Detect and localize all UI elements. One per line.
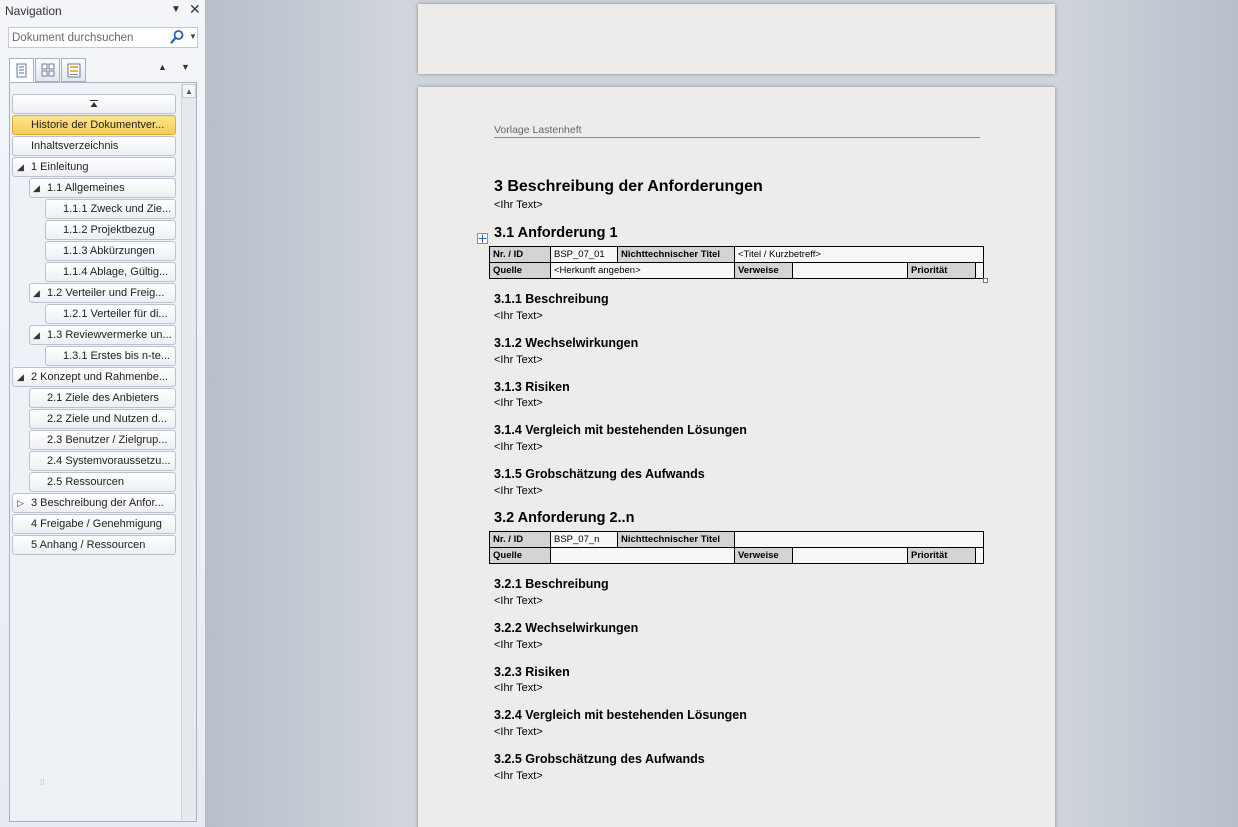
tree-item-label: 1.2 Verteiler und Freig... bbox=[47, 287, 165, 299]
tab-browse-headings[interactable] bbox=[9, 58, 34, 82]
navigation-pane bbox=[0, 0, 206, 827]
collapse-up-icon bbox=[89, 99, 99, 109]
tree-item-history[interactable] bbox=[12, 115, 176, 135]
tree-item-label: 1.1.3 Abkürzungen bbox=[63, 245, 155, 257]
nav-title: Navigation bbox=[5, 4, 62, 18]
tree-item-1-1-3[interactable] bbox=[45, 241, 176, 261]
move-arrows-icon bbox=[478, 234, 487, 243]
heading-3-1-4: 3.1.4 Vergleich mit bestehenden Lösungen bbox=[494, 423, 747, 437]
tree-item-label: 2 Konzept und Rahmenbe... bbox=[31, 371, 168, 383]
body-text: <Ihr Text> bbox=[494, 199, 543, 211]
tree-scrollbar[interactable] bbox=[181, 84, 196, 820]
tree-item-1[interactable] bbox=[12, 157, 176, 177]
body-text: <Ihr Text> bbox=[494, 397, 543, 409]
tree-item-label: 1.3.1 Erstes bis n-te... bbox=[63, 350, 170, 362]
body-text: <Ihr Text> bbox=[494, 485, 543, 497]
tree-item-label: 2.1 Ziele des Anbieters bbox=[47, 392, 159, 404]
previous-page[interactable] bbox=[418, 4, 1055, 74]
tree-item-2[interactable] bbox=[12, 367, 176, 387]
search-box bbox=[8, 27, 198, 48]
heading-3-2: 3.2 Anforderung 2..n bbox=[494, 510, 635, 526]
tree-item-label: 1.1.1 Zweck und Zie... bbox=[63, 203, 172, 215]
search-input[interactable] bbox=[12, 30, 162, 45]
priority-label: Priorität bbox=[908, 548, 976, 564]
previous-heading-icon[interactable]: ▲ bbox=[158, 62, 167, 72]
tree-item-toc[interactable] bbox=[12, 136, 176, 156]
tree-item-label: 2.2 Ziele und Nutzen d... bbox=[47, 413, 167, 425]
body-text: <Ihr Text> bbox=[494, 770, 543, 782]
tree-item-label: 1.1.2 Projektbezug bbox=[63, 224, 155, 236]
tree-item-1-2[interactable] bbox=[29, 283, 176, 303]
tree-item-1-1[interactable] bbox=[29, 178, 176, 198]
tree-item-label: 1 Einleitung bbox=[31, 161, 89, 173]
id-value[interactable]: BSP_07_01 bbox=[551, 247, 618, 263]
title-label: Nichttechnischer Titel bbox=[618, 247, 735, 263]
title-label: Nichttechnischer Titel bbox=[618, 532, 735, 548]
tree-item-5[interactable] bbox=[12, 535, 176, 555]
table-row bbox=[490, 532, 984, 548]
document-page[interactable] bbox=[418, 87, 1055, 827]
tree-item-label: 1.1 Allgemeines bbox=[47, 182, 125, 194]
tree-item-label: 1.3 Reviewvermerke un... bbox=[47, 329, 172, 341]
tree-item-2-5[interactable] bbox=[29, 472, 176, 492]
collapse-all-icon[interactable] bbox=[12, 94, 176, 114]
tree-item-1-1-1[interactable] bbox=[45, 199, 176, 219]
references-value[interactable] bbox=[793, 548, 908, 564]
references-label: Verweise bbox=[735, 263, 793, 279]
title-value[interactable] bbox=[735, 532, 984, 548]
heading-3-1-3: 3.1.3 Risiken bbox=[494, 380, 570, 394]
resize-grip-icon: ⁞⁞ bbox=[40, 778, 45, 787]
table-row bbox=[490, 247, 984, 263]
heading-3-1: 3.1 Anforderung 1 bbox=[494, 225, 618, 241]
header-rule bbox=[494, 137, 980, 138]
title-value[interactable]: <Titel / Kurzbetreff> bbox=[735, 247, 984, 263]
expanded-triangle-icon[interactable]: ◢ bbox=[33, 330, 40, 340]
references-label: Verweise bbox=[735, 548, 793, 564]
tree-item-2-3[interactable] bbox=[29, 430, 176, 450]
collapsed-triangle-icon[interactable]: ▷ bbox=[17, 498, 24, 508]
table-row bbox=[490, 263, 984, 279]
tree-item-label: 2.4 Systemvoraussetzu... bbox=[47, 455, 171, 467]
tree-item-label: 4 Freigabe / Genehmigung bbox=[31, 518, 162, 530]
next-heading-icon[interactable]: ▼ bbox=[181, 62, 190, 72]
priority-label: Priorität bbox=[908, 263, 976, 279]
body-text: <Ihr Text> bbox=[494, 726, 543, 738]
id-label: Nr. / ID bbox=[490, 532, 551, 548]
expanded-triangle-icon[interactable]: ◢ bbox=[17, 372, 24, 382]
heading-3-2-2: 3.2.2 Wechselwirkungen bbox=[494, 621, 639, 635]
tree-item-label: Inhaltsverzeichnis bbox=[31, 140, 119, 152]
tree-item-label: Historie der Dokumentver... bbox=[31, 119, 165, 131]
id-label: Nr. / ID bbox=[490, 247, 551, 263]
tree-item-label: 3 Beschreibung der Anfor... bbox=[31, 497, 164, 509]
search-icon[interactable] bbox=[169, 29, 185, 45]
close-icon[interactable]: ✕ bbox=[189, 1, 201, 17]
table-move-icon[interactable] bbox=[477, 233, 488, 244]
document-area[interactable] bbox=[206, 0, 1238, 827]
search-results-icon bbox=[67, 63, 81, 78]
tree-item-label: 1.2.1 Verteiler für di... bbox=[63, 308, 168, 320]
body-text: <Ihr Text> bbox=[494, 441, 543, 453]
running-header: Vorlage Lastenheft bbox=[494, 124, 582, 136]
tab-browse-pages[interactable] bbox=[35, 58, 60, 82]
body-text: <Ihr Text> bbox=[494, 310, 543, 322]
tree-item-1-3-1[interactable] bbox=[45, 346, 176, 366]
tree-item-1-1-2[interactable] bbox=[45, 220, 176, 240]
tree-item-label: 5 Anhang / Ressourcen bbox=[31, 539, 146, 551]
pages-thumbnails-icon bbox=[41, 63, 55, 78]
tree-item-1-1-4[interactable] bbox=[45, 262, 176, 282]
references-value[interactable] bbox=[793, 263, 908, 279]
tree-item-label: 1.1.4 Ablage, Gültig... bbox=[63, 266, 169, 278]
expanded-triangle-icon[interactable]: ◢ bbox=[17, 162, 24, 172]
body-text: <Ihr Text> bbox=[494, 682, 543, 694]
tree-item-label: 2.3 Benutzer / Zielgrup... bbox=[47, 434, 168, 446]
heading-3-1-1: 3.1.1 Beschreibung bbox=[494, 292, 609, 306]
table-resize-handle[interactable] bbox=[983, 278, 988, 283]
heading-3-1-2: 3.1.2 Wechselwirkungen bbox=[494, 336, 639, 350]
body-text: <Ihr Text> bbox=[494, 639, 543, 651]
body-text: <Ihr Text> bbox=[494, 354, 543, 366]
expanded-triangle-icon[interactable]: ◢ bbox=[33, 288, 40, 298]
headings-view-icon bbox=[15, 63, 29, 78]
tree-item-2-1[interactable] bbox=[29, 388, 176, 408]
source-label: Quelle bbox=[490, 263, 551, 279]
heading-3-2-4: 3.2.4 Vergleich mit bestehenden Lösungen bbox=[494, 708, 747, 722]
tree-item-label: 2.5 Ressourcen bbox=[47, 476, 125, 488]
tree-item-1-3[interactable] bbox=[29, 325, 176, 345]
tab-browse-results[interactable] bbox=[61, 58, 86, 82]
heading-3: 3 Beschreibung der Anforderungen bbox=[494, 178, 763, 195]
source-value[interactable] bbox=[551, 548, 735, 564]
pane-options-icon[interactable]: ▼ bbox=[171, 4, 181, 15]
priority-value[interactable] bbox=[976, 548, 984, 564]
tree-item-4[interactable] bbox=[12, 514, 176, 534]
body-text: <Ihr Text> bbox=[494, 595, 543, 607]
expanded-triangle-icon[interactable]: ◢ bbox=[33, 183, 40, 193]
heading-3-2-1: 3.2.1 Beschreibung bbox=[494, 577, 609, 591]
tree-item-3[interactable] bbox=[12, 493, 176, 513]
tree-item-1-2-1[interactable] bbox=[45, 304, 176, 324]
search-options-chevron-icon[interactable]: ▼ bbox=[189, 32, 197, 41]
requirement-table-2[interactable] bbox=[489, 531, 984, 564]
source-value[interactable]: <Herkunft angeben> bbox=[551, 263, 735, 279]
tree-item-2-2[interactable] bbox=[29, 409, 176, 429]
heading-3-2-5: 3.2.5 Grobschätzung des Aufwands bbox=[494, 752, 705, 766]
requirement-table-1[interactable] bbox=[489, 246, 984, 279]
priority-value[interactable] bbox=[976, 263, 984, 279]
heading-3-2-3: 3.2.3 Risiken bbox=[494, 665, 570, 679]
tree-item-2-4[interactable] bbox=[29, 451, 176, 471]
id-value[interactable]: BSP_07_n bbox=[551, 532, 618, 548]
nav-header bbox=[0, 0, 205, 22]
table-row bbox=[490, 548, 984, 564]
source-label: Quelle bbox=[490, 548, 551, 564]
scroll-up-icon[interactable]: ▲ bbox=[182, 84, 196, 98]
heading-3-1-5: 3.1.5 Grobschätzung des Aufwands bbox=[494, 467, 705, 481]
